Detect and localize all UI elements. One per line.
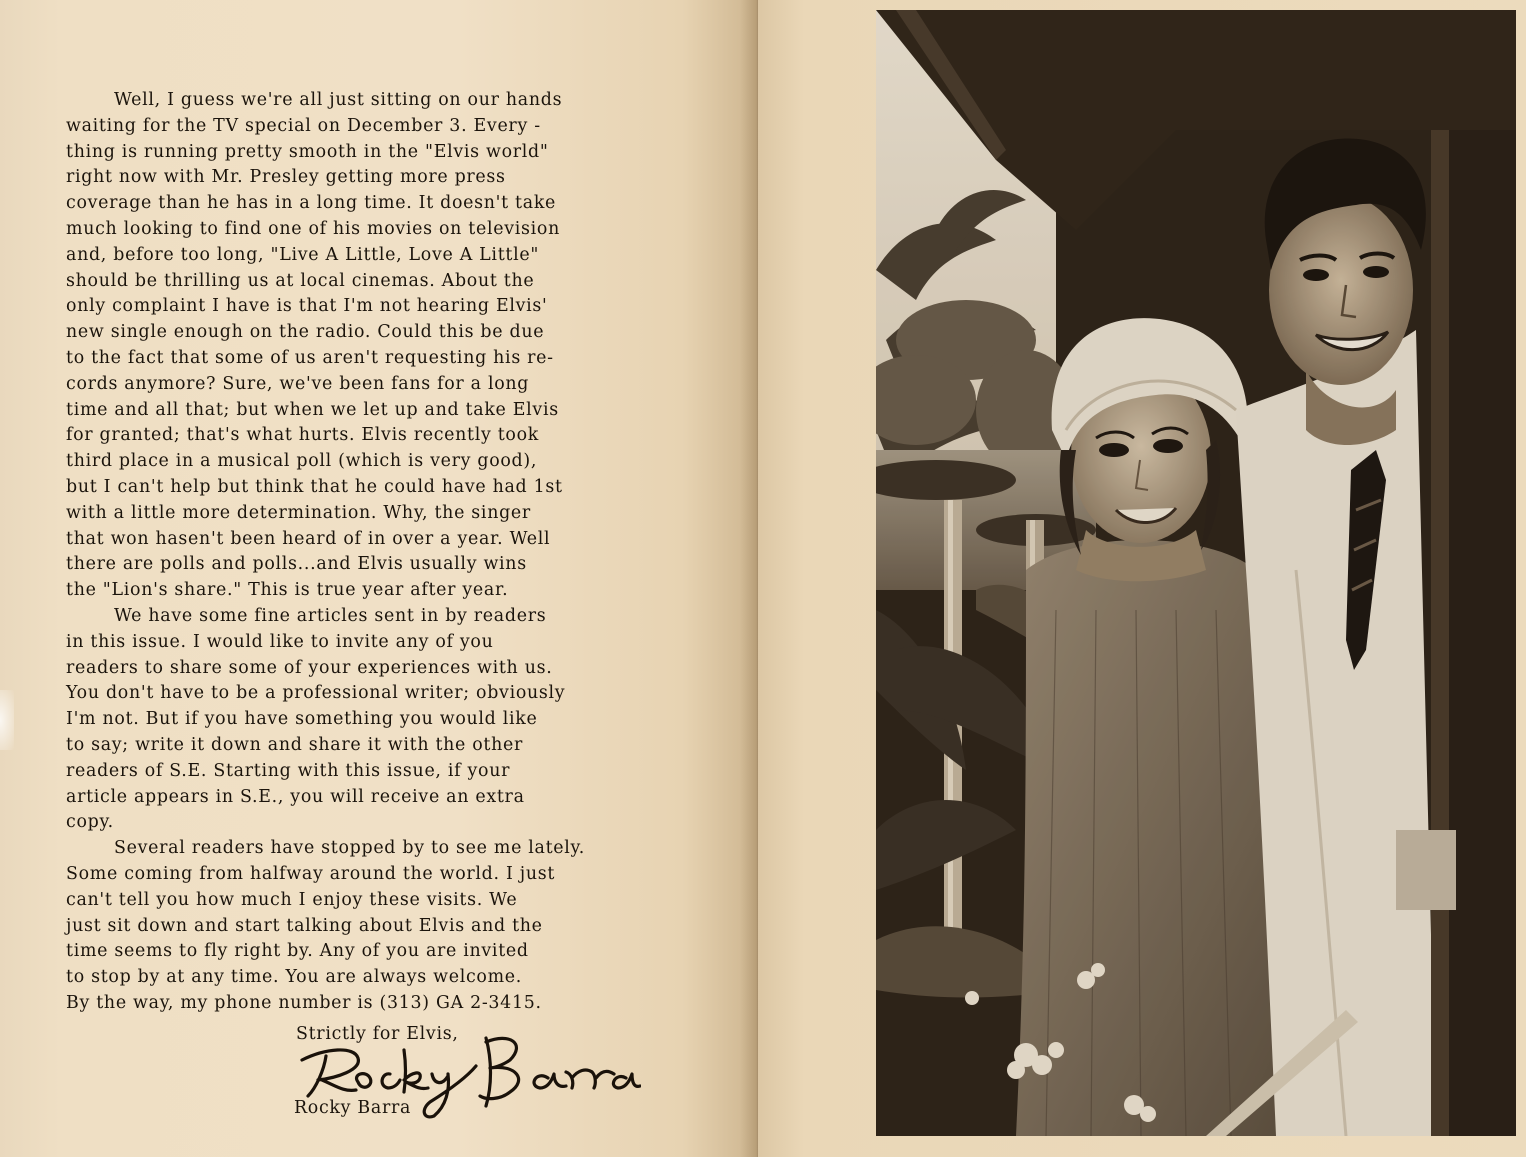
text-line: coverage than he has in a long time. It doesn't take	[66, 193, 557, 214]
text-line: By the way, my phone number is (313) GA 2-3415.	[66, 992, 542, 1013]
text-line: thing is running pretty smooth in the "Elvis world"	[66, 141, 549, 162]
text-line: but I can't help but think that he could have had 1st	[66, 476, 563, 497]
text-line: right now with Mr. Presley getting more press	[66, 167, 506, 188]
text-line: You don't have to be a professional writer; obviously	[66, 683, 566, 704]
text-line: to say; write it down and share it with the other	[66, 734, 524, 755]
text-line: there are polls and polls...and Elvis usually wins	[66, 554, 527, 575]
text-line: Several readers have stopped by to see me lately.	[114, 838, 586, 859]
text-line: should be thrilling us at local cinemas. About the	[66, 270, 535, 291]
text-line: time seems to fly right by. Any of you are invited	[66, 941, 529, 962]
text-line: with a little more determination. Why, the singer	[66, 502, 531, 523]
text-line: the "Lion's share." This is true year after year.	[66, 580, 509, 601]
text-line: time and all that; but when we let up and take Elvis	[66, 399, 559, 420]
text-line: just sit down and start talking about Elvis and the	[66, 915, 543, 936]
text-line: can't tell you how much I enjoy these visits. We	[66, 889, 518, 910]
text-line: to the fact that some of us aren't requesting his re-	[66, 347, 554, 368]
text-line: cords anymore? Sure, we've been fans for a long	[66, 373, 530, 394]
signer-name: Rocky Barra	[294, 1098, 412, 1118]
left-page	[0, 0, 758, 1157]
text-line: and, before too long, "Live A Little, Love A Little"	[66, 244, 540, 265]
closing-salutation: Strictly for Elvis,	[296, 1024, 459, 1044]
couple-photo	[876, 10, 1516, 1136]
text-line: that won hasen't been heard of in over a year. Well	[66, 528, 551, 549]
text-line: article appears in S.E., you will receive an extra	[66, 786, 525, 807]
text-line: I'm not. But if you have something you would like	[66, 709, 538, 730]
text-line: readers to share some of your experiences with us.	[66, 657, 553, 678]
text-line: Some coming from halfway around the world. I just	[66, 863, 556, 884]
text-line: waiting for the TV special on December 3. Every -	[66, 115, 541, 136]
text-line: to stop by at any time. You are always welcome.	[66, 967, 522, 988]
text-line: third place in a musical poll (which is very good),	[66, 451, 538, 472]
text-line: We have some fine articles sent in by readers	[114, 605, 547, 626]
text-line: readers of S.E. Starting with this issue, if your	[66, 760, 511, 781]
text-line: much looking to find one of his movies on television	[66, 218, 560, 239]
paper-wear-mark	[0, 690, 14, 750]
text-line: Well, I guess we're all just sitting on our hands	[114, 90, 563, 110]
text-line: in this issue. I would like to invite any of you	[66, 631, 494, 652]
text-line: only complaint I have is that I'm not hearing Elvis'	[66, 296, 548, 317]
text-line: for granted; that's what hurts. Elvis recently took	[66, 425, 539, 446]
text-line: new single enough on the radio. Could this be due	[66, 322, 545, 343]
text-line: copy.	[66, 812, 114, 833]
editorial-letter	[66, 88, 696, 1017]
